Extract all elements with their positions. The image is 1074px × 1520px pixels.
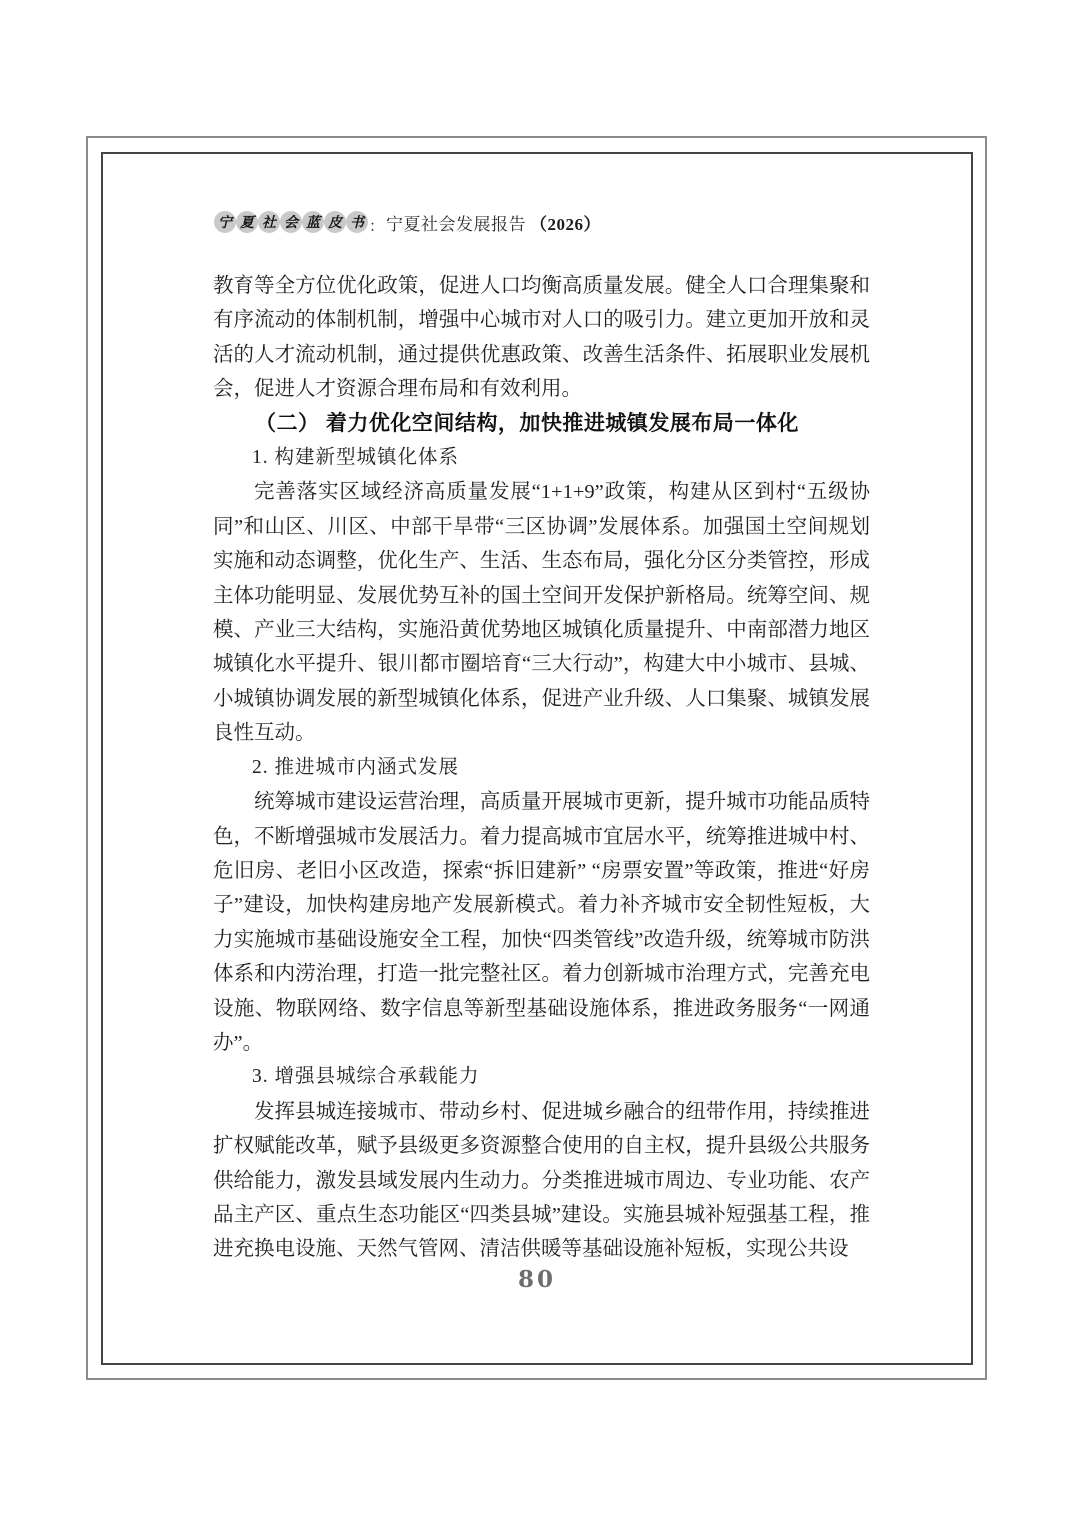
series-logo-char: 蓝 — [302, 211, 324, 233]
running-header — [214, 208, 601, 236]
book-subtitle: 宁夏社会发展报告 — [386, 214, 527, 234]
subsection-3-heading: 3. 增强县城综合承载能力 — [252, 1066, 480, 1088]
subsection-2-heading: 2. 推进城市内涵式发展 — [252, 756, 460, 778]
series-logo-char: 社 — [258, 211, 280, 233]
edition-year: （2026） — [530, 214, 602, 234]
series-logo-char: 皮 — [324, 211, 346, 233]
section-heading: （二） 着力优化空间结构，加快推进城镇发展布局一体化 — [255, 411, 799, 435]
series-logo-char: 会 — [280, 211, 302, 233]
paragraph: 完善落实区域经济高质量发展“1+1+9”政策，构建从区到村“五级协同”和山区、川区、中部干旱带“三区协调”发展体系。加强国土空间规划实施和动态调整，优化生产、生活、生态布局，强化分区分类管控，形成主体功能明显、发展优势互补的国土空间开发保护新格局。统筹空间、规模、产业三大结构，实施沿黄优势地区城镇化质量提升、中南部潜力地区城镇化水平提升、银川都市圈培育“三大行动”，构建大中小城市、县城、小城镇协调发展的新型城镇化体系，促进产业升级、人口集聚、城镇发展良性互动。 — [213, 481, 870, 745]
series-logo-char: 宁 — [214, 211, 236, 233]
subsection-1-heading: 1. 构建新型城镇化体系 — [252, 447, 460, 469]
series-logo-char: 书 — [346, 211, 368, 233]
series-logo-char: 夏 — [236, 211, 258, 233]
series-logo — [214, 211, 368, 233]
page-number: 80 — [517, 1266, 556, 1293]
paragraph-continued: 教育等全方位优化政策，促进人口均衡高质量发展。健全人口合理集聚和有序流动的体制机制，增强中心城市对人口的吸引力。建立更加开放和灵活的人才流动机制，通过提供优惠政策、改善生活条件、拓展职业发展机会，促进人才资源合理布局和有效利用。 — [213, 275, 870, 401]
header-colon: ： — [369, 218, 385, 235]
page-content — [213, 269, 870, 1267]
paragraph: 发挥县城连接城市、带动乡村、促进城乡融合的纽带作用，持续推进扩权赋能改革，赋予县级更多资源整合使用的自主权，提升县级公共服务供给能力，激发县域发展内生动力。分类推进城市周边、专业功能、农产品主产区、重点生态功能区“四类县城”建设。实施县城补短强基工程，推进充换电设施、天然气管网、清洁供暖等基础设施补短板，实现公共设 — [213, 1100, 870, 1261]
paragraph: 统筹城市建设运营治理，高质量开展城市更新，提升城市功能品质特色，不断增强城市发展活力。着力提高城市宜居水平，统筹推进城中村、危旧房、老旧小区改造，探索“拆旧建新” “房票安置”等政策，推进“好房子”建设，加快构建房地产发展新模式。着力补齐城市安全韧性短板，大力实施城市基础设施安全工程，加快“四类管线”改造升级，统筹城市防洪体系和内涝治理，打造一批完整社区。着力创新城市治理方式，完善充电设施、物联网络、数字信息等新型基础设施体系，推进政务服务“一网通办”。 — [213, 791, 870, 1054]
